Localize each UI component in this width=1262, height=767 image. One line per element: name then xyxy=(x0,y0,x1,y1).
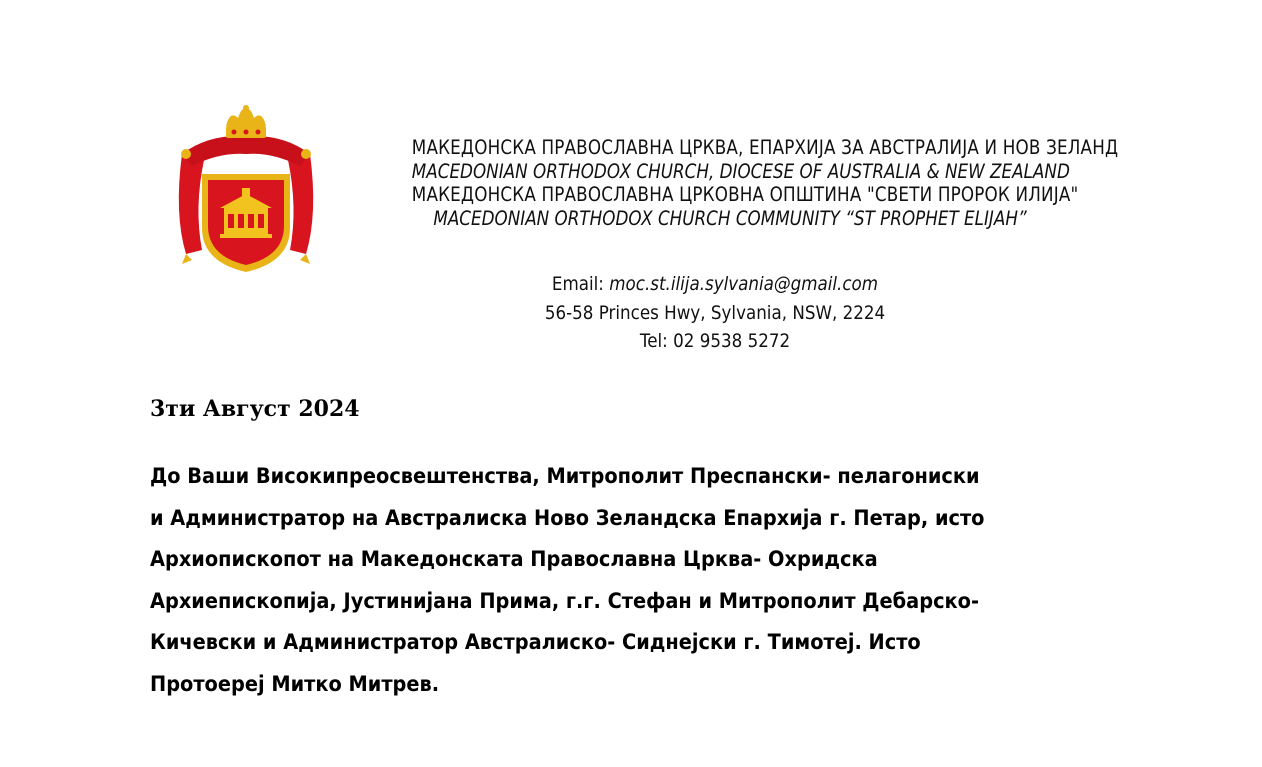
contact-block xyxy=(500,270,930,356)
contact-phone: Tel: 02 9538 5272 xyxy=(639,330,791,352)
paragraph-line: Архиопископот на Македонската Православна Црква- Охридска xyxy=(150,547,878,573)
letterhead-line-mk-community: МАКЕДОНСКА ПРАВОСЛАВНА ЦРКОВНА ОПШТИНА "СВЕТИ ПРОРОК ИЛИЈА" xyxy=(411,183,1079,206)
letter-addressee-paragraph xyxy=(150,456,1150,706)
letterhead-line-en-diocese: MACEDONIAN ORTHODOX CHURCH, DIOCESE OF AUSTRALIA & NEW ZEALAND xyxy=(411,159,1070,183)
contact-email-line xyxy=(526,270,904,299)
church-crest-logo xyxy=(168,104,324,280)
letterhead-line-en-community: MACEDONIAN ORTHODOX CHURCH COMMUNITY “ST PROPHET ELIJAH” xyxy=(433,206,1027,230)
paragraph-line: До Ваши Високипреосвештенства, Митрополит Преспански- пелагониски xyxy=(150,464,980,489)
paragraph-line: Архиепископија, Јустинијана Прима, г.г. Стефан и Митрополит Дебарско- xyxy=(150,588,979,614)
letterhead-title-block xyxy=(360,136,1119,230)
email-address: moc.st.ilija.sylvania@gmail.com xyxy=(609,273,879,295)
paragraph-line: Кичевски и Администратор Австралиско- Сиднејски г. Тимотеј. Исто xyxy=(150,630,921,656)
letterhead-line-mk-diocese: МАКЕДОНСКА ПРАВОСЛАВНА ЦРКВА, ЕПАРХИЈА ЗА АВСТРАЛИЈА И НОВ ЗЕЛАНД xyxy=(411,136,1119,159)
letter-date: 3ти Август 2024 xyxy=(150,396,360,422)
paragraph-line: Протоерej Митко Митрев. xyxy=(150,671,440,697)
paragraph-line: и Администратор на Австралиска Ново Зеландска Епархија г. Петар, исто xyxy=(150,505,985,531)
contact-address: 56-58 Princes Hwy, Sylvania, NSW, 2224 xyxy=(544,301,886,324)
email-label: Email: xyxy=(551,273,604,295)
